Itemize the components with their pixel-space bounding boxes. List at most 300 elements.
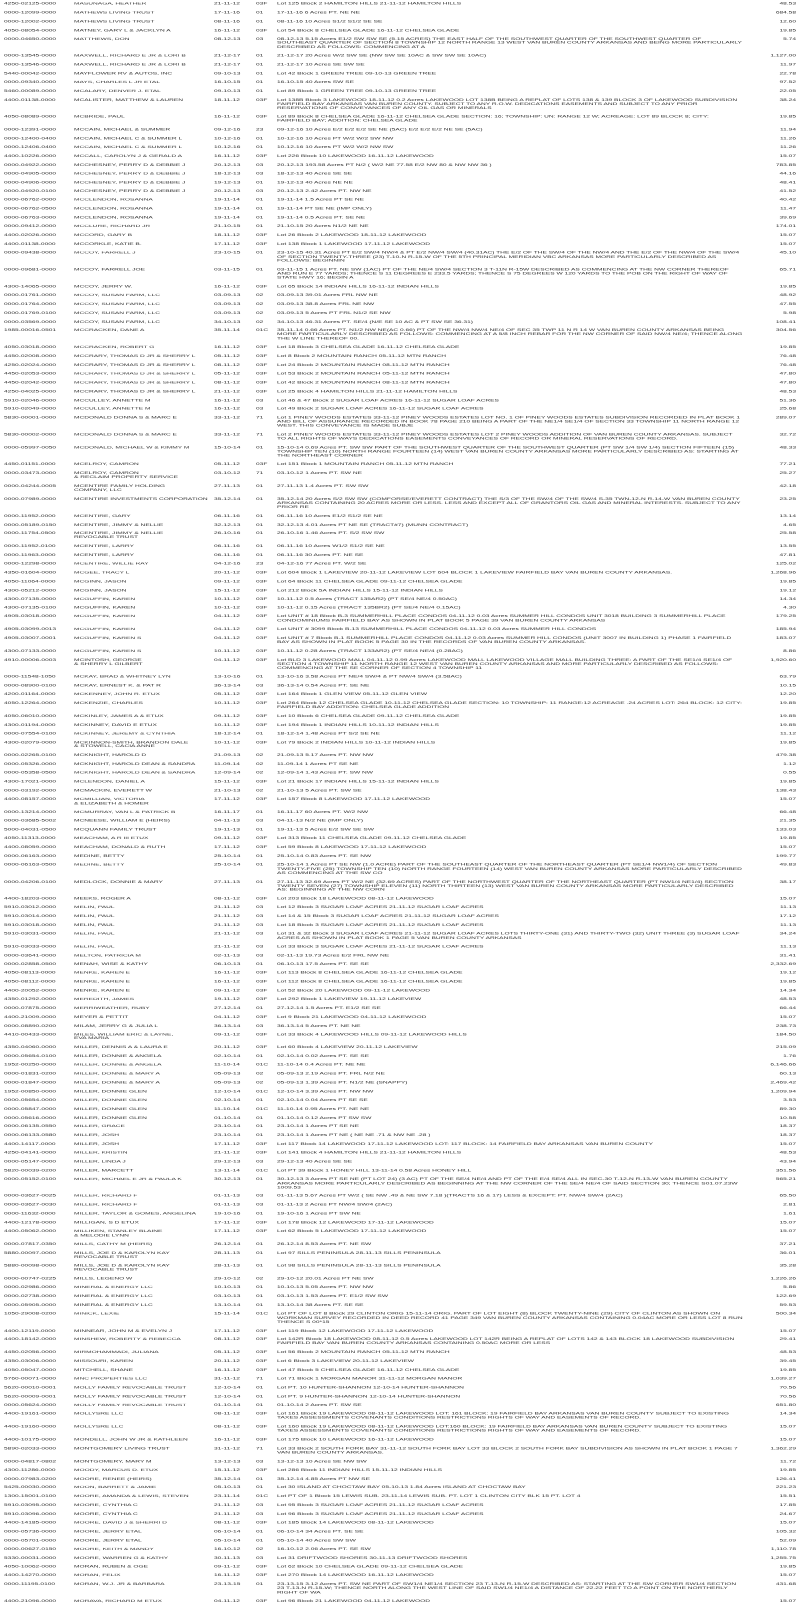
parcel-number: 0000-03685-5002 [4, 818, 57, 823]
legal-description: Lot BLD 3 LAKEWOOD MALL 04-11-12 0.99 Acres LAKEWOOD MALL LAKEWOOD VILLAGE MALL BUILDING THREE: A PART OF THE SE1/4 SE1/4 OF SECTION 4 TOWNSHIP 11 NORTH RANGE 12 WEST VAN BUREN COUNTY ARKANSAS AND MORE PARTICULARLY DESCRIBED AS FOLLOWS: COMMENCING AT THE SE CORNER OF SECTION 4 TOWNSHIP 11 [277, 657, 733, 671]
section-township-range: 32-12-13 [214, 522, 241, 527]
parcel-number: 5910-02049-0000 [4, 406, 57, 411]
amount-due: 13.14 [779, 513, 796, 518]
amount-due: 25.27 [779, 471, 796, 476]
table-row [0, 1469, 801, 1478]
parcel-number: 4905-03099-0013 [4, 627, 57, 632]
legal-description: 36-13-14 0.54 Acres PT. SE NE [277, 683, 370, 688]
legal-description: Lot 264 Block 12 CHELSEA GLADE 10-11-12 CHELSEA GLADE SECTION: 10 TOWNSHIP: 11 RANGE:12 ACREAGE .24 ACRES LOT: 264 BLOCK: 12 CITY: FAIRFIELD BAY ADDITION: CHELSEA GLADE ADDITION [277, 701, 742, 710]
owner-name-line: MCCALL, CAROLYN J & GERALD A [74, 154, 182, 159]
legal-description: 13-10-16 3.58 Acres PT NE/4 SW/4 & PT NW/4 SW/4 (3.58AC) [277, 674, 462, 679]
amount-due: 45.10 [779, 250, 796, 255]
section-township-range: 30-12-13 [214, 1177, 241, 1182]
owner-name-line: MOON, BARRETT & JAMIE [74, 1486, 157, 1490]
owner-name [74, 1486, 214, 1490]
district-code: 03 [256, 905, 264, 910]
owner-name-line: MENAH, WISE & KATHY [74, 962, 148, 967]
table-row [0, 190, 801, 199]
owner-name [74, 606, 214, 610]
legal-description: Lot 89 Block 8 CHELSEA GLADE 16-11-12 CHELSEA GLADE SECTION: 16; TOWNSHIP: UN: RANGE 12 W; ACREAGE: LOT 89 BLOCK 8; CITY: FAIRFIELD BAY; ADDITION: CHELSEA GLADE [277, 114, 709, 123]
district-code: 03F [256, 1150, 268, 1155]
parcel-number: 0000-11963-0000 [4, 552, 56, 558]
section-township-range: 09-10-13 [214, 71, 241, 76]
district-code: 01 [256, 88, 264, 94]
district-code: 01C [256, 1106, 269, 1111]
parcel-number: 0000-13546-0000 [4, 62, 57, 67]
legal-description: 26-12-14 8.53 Acres PT. NE SW [277, 1242, 372, 1247]
table-row [0, 115, 801, 128]
legal-description: 18-12-13 40 Acres SE SE [277, 171, 353, 176]
parcel-number: 0000-00627-0150 [4, 1547, 57, 1552]
section-township-range: 10-12-16 [214, 145, 241, 150]
owner-name-line: MCCOY, SUSAN FARM, LLC [74, 302, 160, 307]
table-row [0, 545, 801, 554]
section-township-range: 16-11-12 [214, 1367, 240, 1372]
section-township-range: 03-09-13 [214, 302, 241, 307]
owner-name [74, 771, 214, 775]
owner-name-line: MILLER, DONNIE & MARY A [74, 1072, 160, 1076]
section-township-range: 09-11-12 [214, 988, 240, 993]
section-township-range: 13-12-13 [214, 1459, 241, 1464]
owner-name-line: MILLER, RICHARD F [74, 1203, 138, 1207]
legal-description: 10-11-12 0.15 Acres (TRACT 135BR2) (PT SE/4 NE/4 0.15AC) [277, 605, 461, 610]
legal-description: 01-11-13 5.67 Acres PT W/2 ( SE NW .49 & NE SW 7.18 )(TRACTS 16 & 17) LESS & EXCEPT: PT. NW/4 SW/4 (2AC) [277, 1194, 623, 1199]
section-township-range: 04-11-12 [214, 657, 240, 662]
section-township-range: 31-11-12 [214, 1446, 240, 1451]
legal-description: Lot 226 Block 10 LAKEWOOD 16-11-12 LAKEWOOD [277, 153, 434, 159]
parcel-number: 0000-04206-0100 [4, 879, 57, 884]
parcel-number: 0000-05905-0000 [4, 1302, 57, 1308]
owner-name [74, 554, 214, 558]
amount-due: 15.07 [779, 1141, 796, 1147]
district-code: 03F [256, 1337, 268, 1342]
amount-due: 17.12 [779, 914, 796, 919]
district-code: 03F [256, 779, 268, 784]
owner-name [74, 320, 214, 324]
section-township-range: 16-10-12 [214, 1547, 241, 1552]
section-township-range: 23-10-14 [214, 1124, 241, 1129]
owner-name-line: MCKINNEY, JEREMY & CYNTHIA [74, 732, 176, 736]
district-code: 02 [256, 293, 264, 298]
parcel-number: 5620-00010-0001 [4, 1385, 57, 1390]
owner-name-line: MILLER, LINDA J [74, 1160, 126, 1164]
owner-name [74, 1351, 214, 1355]
table-row [0, 554, 801, 563]
owner-name-line: MCCAIN, MICHAEL C & SUMMER L [74, 145, 183, 150]
district-code: 03F [256, 896, 268, 901]
district-code: 01 [256, 1582, 264, 1587]
district-code: 03F [256, 979, 268, 984]
owner-name [74, 1295, 214, 1299]
district-code: 01 [256, 1124, 264, 1129]
parcel-number: 0000-03192-0000 [4, 788, 57, 793]
owner-name-line: MILLER, DONNIE GLEN [74, 1107, 147, 1111]
section-township-range: 27-12-14 [214, 1006, 241, 1011]
amount-due: 15.07 [779, 797, 796, 802]
amount-due: 35.28 [779, 1263, 796, 1268]
amount-due: 65.71 [779, 267, 796, 272]
district-code: 03F [256, 740, 268, 745]
amount-due: 1.76 [783, 1054, 796, 1059]
owner-name [74, 11, 214, 15]
amount-due: 19.85 [779, 114, 796, 119]
owner-name-line: MELIN, PAUL [74, 932, 115, 936]
owner-name [74, 381, 214, 385]
section-township-range: 05-10-14 [214, 1538, 241, 1543]
table-row [0, 11, 801, 20]
owner-name-line: MCCRARY, THOMAS D JR & SHERRY L [74, 363, 196, 368]
legal-description: 13-12-13 10 Acres SE NW SW [277, 1459, 367, 1464]
legal-description: Lot 10 Block 6 CHELSEA GLADE 09-11-12 CHELSEA GLADE [277, 713, 460, 719]
owner-name [74, 1460, 214, 1464]
district-code: 01 [256, 1242, 264, 1247]
legal-description: 16-10-15 40 Acres SW SE [277, 80, 354, 85]
amount-due: 15.07 [779, 1437, 796, 1442]
owner-name-line: MCGUFFIN, KAREN S [74, 649, 142, 654]
amount-due: 500.34 [775, 1311, 796, 1316]
table-row [0, 1286, 801, 1295]
legal-description: 21-12-17 10 Acres SE SW SE [277, 62, 365, 67]
amount-due: 47.80 [779, 380, 796, 385]
district-code: 01C [256, 1311, 269, 1316]
owner-name [74, 1212, 214, 1216]
district-code: 01 [256, 1006, 264, 1011]
owner-name [74, 693, 214, 697]
owner-name-line: MINERAL & ENERGY LLC [74, 1285, 153, 1290]
amount-due: 10.15 [779, 683, 796, 688]
owner-name [74, 1143, 214, 1147]
parcel-number: 0000-11952-0000 [4, 513, 56, 518]
district-code: 03F [256, 997, 268, 1002]
district-code: 01 [256, 445, 264, 450]
parcel-number: 4050-12264-0000 [4, 701, 57, 706]
owner-name [74, 828, 214, 832]
section-township-range: 18-12-14 [214, 731, 241, 736]
legal-description: Lot 157 Block 8 LAKEWOOD 17-11-12 LAKEWOOD [277, 797, 431, 802]
owner-name [74, 954, 214, 958]
owner-name-line: MCCHESNEY, PERRY D & DEBBIE J [74, 163, 186, 167]
amount-due: 19.85 [779, 1467, 796, 1473]
table-row [0, 1447, 801, 1460]
section-township-range: 27-11-13 [214, 879, 240, 884]
legal-description: 03-09-13 38.8 Acres FRL NE NW [277, 302, 375, 307]
owner-name [74, 1548, 214, 1552]
section-township-range: 02-11-13 [214, 953, 240, 958]
owner-name [74, 571, 214, 575]
section-township-range: 17-11-16 [214, 10, 240, 15]
amount-due: 37.21 [779, 1242, 796, 1247]
owner-name [74, 715, 214, 719]
table-row [0, 1412, 801, 1425]
amount-due: 6,146.66 [770, 1062, 796, 1067]
district-code: 01 [256, 731, 264, 736]
owner-name [74, 523, 214, 527]
district-code: 01 [256, 145, 264, 150]
amount-due: 185.94 [775, 627, 796, 632]
owner-name-line: MILLER, MICHAEL E JR & PAULA K [74, 1177, 182, 1182]
section-township-range: 10-11-12 [214, 649, 240, 654]
district-code: 01 [256, 53, 264, 58]
amount-due: 19.85 [779, 713, 796, 719]
section-township-range: 26-10-16 [214, 531, 241, 536]
district-code: 03F [256, 692, 268, 697]
parcel-number: 4050-03018-0000 [4, 345, 57, 350]
table-row [0, 863, 801, 880]
table-row [0, 329, 801, 346]
section-township-range: 01-10-14 [214, 1402, 241, 1408]
parcel-number: 5000-04031-0500 [4, 827, 57, 832]
section-township-range: 04-11-12 [214, 636, 240, 641]
parcel-number: 1952-00850-0000 [4, 1089, 57, 1094]
section-township-range: 09-11-12 [214, 836, 240, 841]
owner-name [74, 1134, 214, 1138]
legal-description: Lot 203 Block 18 LAKEWOOD 08-11-12 LAKEWOOD [277, 896, 434, 901]
owner-name [74, 1530, 214, 1534]
parcel-number: 4400-08157-0000 [4, 797, 57, 802]
legal-description: 08-12-13 5.15 Acres E1/2 SW SW SE (5.15 ACRES) THE EAST HALF OF THE SOUTHWEST QUARTER OF THE SOUTHWEST QUARTER OF SOUTHEAST QUARTER OF SECTION 8 TOWNSHIP 12 NORTH RANGE 13 WEST VAN BUREN COUNTY ARKANSAS AND BEING MORE PARTICULARLY DESCRIBED AS FOLLOWS: COMMENCING AT A [277, 36, 742, 50]
legal-description: 19-11-14 1.5 Acres PT SE NE [277, 197, 364, 202]
parcel-number: 4300-17021-0000 [4, 779, 57, 784]
owner-name-line: MILAM, JERRY G & JULIA L [74, 1024, 159, 1028]
owner-name [74, 285, 214, 289]
table-row [0, 1063, 801, 1072]
amount-due: 11.47 [779, 206, 796, 211]
section-township-range: 05-11-12 [214, 462, 240, 467]
parcel-number: 0000-05736-0000 [4, 1529, 57, 1534]
district-code: 03F [256, 284, 268, 289]
owner-name [74, 532, 214, 540]
amount-due: 32.72 [779, 432, 796, 437]
table-row [0, 446, 801, 463]
district-code: 03F [256, 345, 268, 350]
owner-name-line: MCCLENDON, ROSANNA [74, 207, 153, 211]
district-code: 01 [256, 80, 264, 85]
owner-name-line: MCCAIN, MICHAEL & SUMMER [74, 128, 171, 132]
amount-due: 49.83 [779, 862, 796, 867]
owner-name [74, 207, 214, 211]
owner-name-line: MORAN, W.J. JR & BARBARA [74, 1582, 165, 1587]
table-row [0, 1539, 801, 1548]
section-township-range: 23-10-14 [214, 1133, 241, 1138]
section-township-range: 10-10-13 [214, 1285, 241, 1290]
parcel-number: 4350-01292-0000 [4, 997, 57, 1002]
owner-name [74, 1125, 214, 1129]
section-township-range: 13-10-14 [214, 1302, 241, 1308]
section-township-range: 13-10-16 [214, 674, 241, 679]
owner-name-line: MCGUFFIN, KAREN [74, 606, 136, 610]
amount-due: 77.21 [779, 462, 796, 467]
district-code: 03 [256, 1202, 264, 1207]
amount-due: 38.24 [779, 97, 796, 102]
table-row [0, 819, 801, 828]
parcel-number: 0000-04922-0000 [4, 162, 57, 167]
owner-name-line: MILLER, TAYLOR & GOMES, ANGELINA [74, 1212, 197, 1216]
owner-name [74, 1395, 214, 1399]
owner-name [74, 63, 214, 67]
owner-name [74, 589, 214, 593]
parcel-number: 4250-02125-0000 [4, 1, 57, 6]
parcel-number: 4450-01151-0000 [4, 462, 56, 467]
amount-due: 12.60 [779, 19, 796, 24]
owner-name [74, 303, 214, 307]
amount-due: 48.53 [779, 997, 796, 1002]
legal-description: Lot 8 Block 2 MOUNTAIN RANCH 05-11-12 MTN RANCH [277, 354, 447, 359]
section-township-range: 16-11-12 [214, 979, 240, 984]
section-township-range: 19-11-12 [214, 997, 240, 1002]
legal-description: 29-10-12 20.01 Acres PT NE SW [277, 1276, 374, 1281]
amount-due: 97.52 [779, 80, 796, 85]
legal-description: Lot 65 Block 14 INDIAN HILLS 16-11-12 INDIAN HILLS [277, 284, 439, 289]
parcel-number: 1300-15001-0100 [4, 1494, 57, 1499]
parcel-number: 0000-01761-0000 [4, 293, 57, 298]
district-code: 03F [256, 649, 268, 654]
owner-name [74, 628, 214, 632]
owner-name-line: MCCHESNEY, PERRY D & DEBBIE J [74, 180, 186, 185]
amount-due: 15.07 [779, 1229, 796, 1234]
legal-description: 23-10-15 40.31 Acres PT E/2 SW/4 NW/4 & PT E/2 NW/4 SW/4 (40.31AC) THE E/2 OF THE SW/4 OF THE NW/4 AND THE E/2 OF THE NW/4 OF THE SW/4 OF SECTION TWENTY-THREE (23) T-10-N R-15-W OF THE 5TH PRINCIPAL MERIDIAN VBC ARKANSAS MORE PARTICULARLY DESCRIBED AS FOLLOWS: BEGINNIN [277, 250, 740, 263]
owner-name [74, 416, 214, 420]
section-township-range: 19-12-13 [214, 180, 241, 185]
owner-name-line: MELTON, PATRICIA M [74, 953, 141, 958]
parcel-number: 1050-29008-0200 [4, 1311, 57, 1316]
amount-due: 19.85 [779, 740, 796, 745]
section-township-range: 31-11-12 [214, 1376, 240, 1381]
legal-description: 13-10-14 38 Acres PT. SE SE [277, 1302, 364, 1308]
table-row [0, 1583, 801, 1600]
owner-name [74, 1046, 214, 1050]
section-township-range: 30-11-13 [214, 1555, 240, 1560]
amount-due: 2,332.69 [770, 962, 796, 967]
district-code: 03F [256, 657, 268, 662]
table-row [0, 285, 801, 294]
table-row [0, 1203, 801, 1212]
parcel-number: 4400-18203-0000 [4, 896, 57, 901]
owner-name [74, 915, 214, 919]
section-township-range: 08-11-12 [214, 1424, 240, 1429]
table-row [0, 846, 801, 855]
parcel-number: 0000-04650-0000 [4, 36, 57, 42]
owner-name [74, 1556, 214, 1560]
table-row [0, 1295, 801, 1304]
section-township-range: 16-11-12 [214, 153, 240, 159]
section-township-range: 10-11-12 [214, 722, 240, 727]
table-row [0, 798, 801, 811]
parcel-number: 4050-11313-0000 [4, 836, 56, 841]
owner-name [74, 580, 214, 584]
parcel-number: 0000-12002-0000 [4, 19, 57, 24]
owner-name-line: EVA MARIA [74, 1036, 110, 1041]
amount-due: 221.23 [775, 1485, 796, 1490]
owner-name-line: MCALISTER, MATTHEW & LAUREN [74, 98, 184, 102]
amount-due: 5.86 [783, 1285, 796, 1290]
owner-name-line: MILLER, DONNIE & ANGELA [74, 1054, 162, 1059]
district-code: 03F [256, 713, 268, 719]
section-township-range: 16-11-12 [214, 406, 240, 411]
owner-name [74, 1477, 214, 1481]
amount-due: 4.30 [783, 605, 796, 610]
owner-name [74, 1447, 214, 1451]
section-township-range: 03-09-13 [214, 310, 241, 315]
owner-name-line: MCCRACKEN, DANE A [74, 328, 145, 333]
district-code: 01 [256, 10, 264, 15]
parcel-number: 0000-07989-0000 [4, 496, 57, 501]
table-row [0, 181, 801, 190]
owner-name [74, 29, 214, 33]
legal-description: Lot PT. 9 HUNTER-SHANNON 12-10-14 HUNTER-SHANNON [277, 1394, 461, 1399]
parcel-number: 0000-09681-0000 [4, 267, 57, 272]
district-code: 71 [256, 432, 264, 437]
parcel-number: 4050-11064-0000 [4, 579, 56, 584]
legal-description: 12-09-14 1.43 Acres PT. SW NW [277, 770, 374, 775]
amount-due: 12.20 [779, 692, 796, 697]
owner-name-line: MCENTIRE, JIMMY & NELLIE [74, 523, 164, 527]
owner-name-line: MEDINE, BETTY [74, 854, 125, 859]
parcel-number: 0000-03627-0030 [4, 1202, 57, 1207]
table-row [0, 72, 801, 81]
legal-description: 06-10-13 17.5 Acres PT. SE SE [277, 962, 369, 967]
district-code: 03F [256, 1141, 268, 1147]
owner-name-line: MENKE, KAREN E [74, 980, 131, 984]
legal-description: 10-12-16 10 Acres PT W/2 W/2 NW SW [277, 145, 394, 150]
district-code: 03F [256, 1599, 268, 1604]
amount-due: 36.01 [779, 1250, 796, 1255]
parcel-number: 0000-02986-0000 [4, 1285, 57, 1290]
parcel-number: 5760-00071-0000 [4, 1376, 57, 1381]
district-code: 01C [256, 328, 269, 333]
owner-name [74, 932, 214, 936]
parcel-number: 0000-05654-0000 [4, 1098, 57, 1103]
amount-due: 76.48 [779, 362, 796, 368]
owner-name [74, 819, 214, 823]
parcel-number: 4400-12178-0000 [4, 1220, 57, 1225]
district-code: 01 [256, 1538, 264, 1543]
owner-name [74, 1504, 214, 1508]
owner-name [74, 1099, 214, 1103]
legal-description: Lot 604 Block 1 LAKEVIEW 20-11-12 LAKEVIEW LOT 604 BLOCK 1 LAKEVIEW FAIRFIELD BAY VAN BUREN COUNTY ARKANSAS. [277, 570, 673, 575]
district-code: 01 [256, 1385, 264, 1390]
owner-name-line: MELIN, PAUL [74, 945, 115, 949]
table-row [0, 128, 801, 137]
owner-name-line: MCCOY, SUSAN FARM, LLC [74, 320, 160, 324]
legal-description: Lot 42 Block 1 GREEN TREE 09-10-13 GREEN TREE [277, 71, 437, 76]
legal-description: Lot UNIT # 3099 Block B-13 SUMMERHILL PLACE CONDOS 04-11-12 0.03 Acres SUMMER HILL CONDOS [277, 627, 597, 632]
owner-name [74, 497, 214, 501]
owner-name-line: MILLS, JOE D & KAROLYN KAY [74, 1264, 170, 1268]
district-code: 03F [256, 1467, 268, 1473]
owner-name [74, 1277, 214, 1281]
district-code: 03F [256, 1350, 268, 1355]
owner-name [74, 1312, 214, 1316]
parcel-number: 4400-10226-0000 [4, 153, 57, 159]
owner-name [74, 1033, 214, 1041]
owner-name [74, 1107, 214, 1111]
section-township-range: 08-11-16 [214, 19, 240, 24]
owner-name [74, 780, 214, 784]
legal-description: Lot 24 Block 2 MOUNTAIN RANCH 08-11-12 MTN RANCH [277, 362, 450, 368]
amount-due: 22.78 [779, 71, 796, 76]
owner-name [74, 863, 214, 867]
owner-name [74, 181, 214, 185]
amount-due: 63.79 [779, 674, 796, 679]
owner-name-line: MCNEESE, WILLIAM E (HEIRS) [74, 819, 170, 823]
legal-description: Lot 89 Block 1 GREEN TREE 09-10-13 GREEN TREE [277, 88, 437, 94]
section-township-range: 21-11-12 [214, 389, 240, 394]
owner-name-line: MCCORKLE, KATIE B. [74, 242, 142, 246]
parcel-number: 0000-11548-1050 [4, 674, 56, 679]
owner-name [74, 1178, 214, 1182]
district-code: 03F [256, 380, 268, 385]
amount-due: 1,209.94 [770, 1089, 796, 1094]
